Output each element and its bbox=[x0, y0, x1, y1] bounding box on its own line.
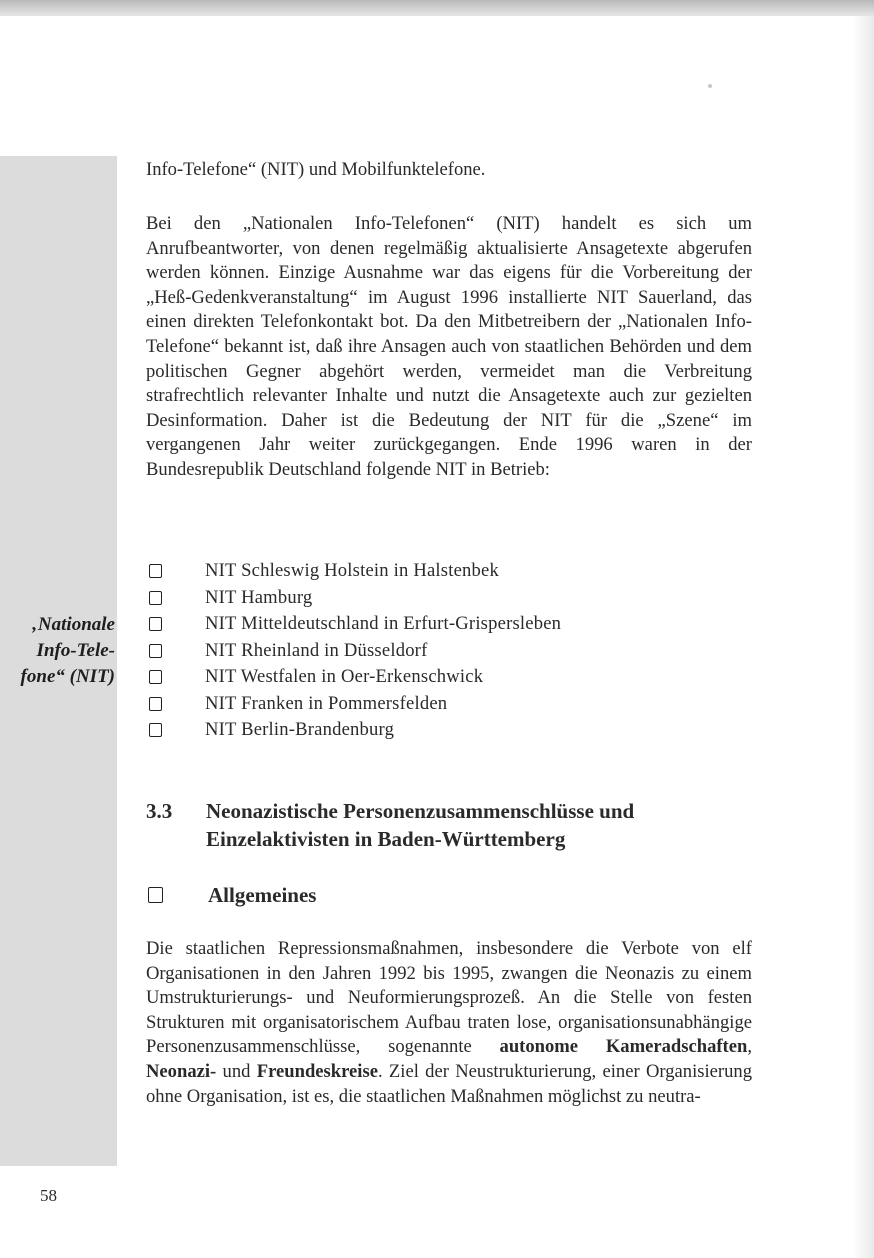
list-item bbox=[146, 558, 752, 585]
intro-line: Info-Telefone“ (NIT) und Mobilfunktelefone. bbox=[146, 159, 486, 180]
list-item bbox=[146, 691, 752, 718]
checkbox-bullet-icon bbox=[148, 887, 163, 903]
list-item-label: NIT Rheinland in Düsseldorf bbox=[205, 639, 428, 661]
margin-note-line: fone“ (NIT) bbox=[20, 666, 115, 687]
section-heading bbox=[146, 797, 752, 853]
section-number: 3.3 bbox=[146, 799, 173, 823]
list-item bbox=[146, 585, 752, 612]
bold-term: Freundeskreise bbox=[256, 1060, 378, 1082]
list-item bbox=[146, 664, 752, 691]
list-item bbox=[146, 611, 752, 638]
section-title: Neonazistische Personenzusammenschlüsse und Einzelaktivisten in Baden-Württemberg bbox=[206, 799, 635, 851]
checkbox-bullet-icon bbox=[149, 564, 162, 578]
list-item-label: NIT Hamburg bbox=[205, 586, 313, 608]
subsection-title: Allgemeines bbox=[208, 883, 317, 907]
checkbox-bullet-icon bbox=[149, 723, 162, 737]
checkbox-bullet-icon bbox=[149, 644, 162, 658]
list-item-label: NIT Mitteldeutschland in Erfurt-Grispersleben bbox=[205, 613, 562, 634]
bold-term: Neonazi- bbox=[146, 1060, 217, 1082]
checkbox-bullet-icon bbox=[149, 617, 162, 631]
list-item-label: NIT Westfalen in Oer-Erkenschwick bbox=[205, 666, 484, 687]
list-item-label: NIT Berlin-Brandenburg bbox=[205, 719, 395, 740]
bold-term: autonome Kameradschaften bbox=[499, 1036, 748, 1058]
margin-note-line: ‚Nationale bbox=[31, 614, 115, 635]
checkbox-bullet-icon bbox=[149, 697, 162, 711]
margin-note bbox=[0, 612, 115, 690]
scan-top-band bbox=[0, 0, 874, 16]
paragraph-text: Die staatlichen Repressionsmaßnahmen, insbesondere die Verbote von elf Organisationen in den Jahren 1992 bis 1995, zwangen die Neonazis zu einem Umstrukturierungs- und Neuformierungsprozeß. An die Stelle von festen Strukturen mit organisatorischem Aufbau traten lose, organisationsunabhängige Personenzusammenschlüsse, sogenannte bbox=[146, 938, 752, 1058]
checkbox-bullet-icon bbox=[149, 591, 162, 605]
paragraph-text: , bbox=[747, 1036, 752, 1058]
paragraph-general bbox=[146, 937, 752, 1109]
page-number: 58 bbox=[40, 1186, 57, 1205]
list-item bbox=[146, 717, 752, 744]
subsection-heading bbox=[146, 881, 316, 909]
margin-note-line: Info-Tele- bbox=[36, 640, 115, 661]
nit-list bbox=[146, 558, 752, 744]
checkbox-bullet-icon bbox=[149, 670, 162, 684]
scan-right-shadow bbox=[852, 16, 874, 1258]
paragraph-text: und bbox=[216, 1060, 257, 1082]
list-item-label: NIT Schleswig Holstein in Halstenbek bbox=[205, 560, 499, 581]
list-item-label: NIT Franken in Pommersfelden bbox=[205, 692, 448, 714]
paragraph-text: . Ziel der Neustrukturierung, einer Organisierung ohne Organisation, ist es, die staatlichen Maßnahmen möglichst zu neutra- bbox=[146, 1060, 752, 1107]
scan-speck bbox=[708, 84, 712, 88]
paragraph-nit: Bei den „Nationalen Info-Telefonen“ (NIT) handelt es sich um Anrufbeantworter, von denen regelmäßig aktualisierte Ansagetexte abgerufen werden können. Einzige Ausnahme war das eigens für die Vorbereitung der „Heß-Gedenkveranstaltung“ im August 1996 installierte NIT Sauerland, das einen direkten Telefonkontakt bot. Da den Mitbetreibern der „Nationalen Info-Telefone“ bekannt ist, daß ihre Ansagen auch von staatlichen Behörden und dem politischen Gegner abgehört werden, vermeidet man die Verbreitung strafrechtlich relevanter Inhalte und nutzt die Ansagetexte auch zur gezielten Desinformation. Daher ist die Bedeutung der NIT für die „Szene“ im vergangenen Jahr weiter zurückgegangen. Ende 1996 waren in der Bundesrepublik Deutschland folgende NIT in Betrieb: bbox=[146, 213, 752, 480]
list-item bbox=[146, 638, 752, 665]
